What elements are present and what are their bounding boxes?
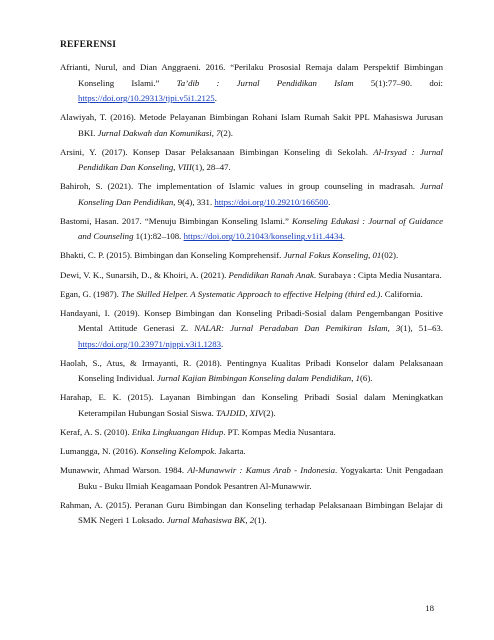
reference-italic-text: The Skilled Helper. A Systematic Approach to effective Helping (third ed.) <box>121 288 381 299</box>
reference-text: Egan, G. (1987). <box>60 288 122 299</box>
doi-link[interactable]: https://doi.org/10.29210/166500 <box>214 196 329 207</box>
reference-text: Munawwir, Ahmad Warson. 1984. <box>60 465 188 476</box>
reference-italic-text: 1 <box>355 373 360 384</box>
reference-italic-text: Al-Munawwir : Kamus Arab - Indonesia <box>187 465 335 476</box>
reference-entry <box>60 179 443 210</box>
reference-text: Bahiroh, S. (2021). The implementation of Islamic values in group counseling in madrasah. <box>60 181 421 192</box>
reference-text: . <box>328 196 331 207</box>
reference-text: , <box>245 515 250 526</box>
reference-italic-text: NALAR: Jurnal Peradaban Dan Pemikiran Islam <box>194 323 388 334</box>
reference-text: 1(1):82–108. <box>133 231 184 242</box>
reference-entry <box>60 390 443 421</box>
reference-entry <box>60 248 443 264</box>
references-heading: REFERENSI <box>60 40 117 50</box>
reference-entry <box>60 268 443 284</box>
doi-link[interactable]: https://doi.org/10.23971/njppi.v3i1.1283 <box>78 338 222 349</box>
doi-link[interactable]: https://doi.org/10.21043/konseling.v1i1.4434 <box>183 231 343 242</box>
reference-italic-text: Konseling Kelompok <box>140 446 215 457</box>
reference-text: (1), 51–63. <box>400 323 443 334</box>
reference-text: Bhakti, C. P. (2015). Bimbingan dan Konseling Komprehensif. <box>60 250 284 261</box>
reference-list <box>60 60 443 532</box>
reference-text: Arsini, Y. (2017). Konsep Dasar Pelaksanaan Bimbingan Konseling di Sekolah. <box>60 146 374 157</box>
reference-italic-text: Al-Irsyad : Jurnal Pendidikan Dan Konseling <box>78 146 443 173</box>
reference-text: . PT. Kompas Media Nusantara. <box>223 427 336 438</box>
reference-italic-text: Jurnal Konseling Dan Pendidikan <box>78 181 443 207</box>
reference-entry <box>60 498 443 529</box>
reference-entry <box>60 214 443 245</box>
reference-text: (1). <box>254 515 267 526</box>
reference-text: , <box>245 407 250 418</box>
reference-entry <box>60 425 443 441</box>
reference-entry <box>60 444 443 460</box>
reference-entry <box>60 306 443 353</box>
reference-text: Dewi, V. K., Sunarsih, D., & Khoiri, A. (2021). <box>60 269 229 280</box>
reference-italic-text: 2 <box>249 515 255 526</box>
reference-text: Lumangga, N. (2016). <box>60 446 141 457</box>
reference-italic-text: Etika Lingkuangan Hidup <box>131 427 224 438</box>
reference-text: . <box>342 231 345 242</box>
reference-text: . <box>221 338 224 349</box>
reference-italic-text: Pendidikan Ranah Anak <box>228 269 314 280</box>
reference-text: Afrianti, Nurul, and Dian Anggraeni. 2016. “Perilaku Prososial Remaja dalam Perspektif Bimbingan Konseling Islami.” <box>60 62 443 88</box>
reference-italic-text: TAJDID <box>216 407 246 418</box>
reference-text: , <box>173 162 178 173</box>
reference-text: (6). <box>360 373 373 384</box>
reference-text: , 9(4), 331. <box>173 196 215 207</box>
reference-entry <box>60 463 443 494</box>
reference-italic-text: Jurnal Fokus Konseling <box>283 250 369 261</box>
reference-entry <box>60 287 443 303</box>
reference-text: (2). <box>263 407 276 418</box>
reference-text: Handayani, I. (2019). Konsep Bimbingan dan Konseling Pribadi-Sosial dalam Pengembangan Positive Mental Attitude Generasi Z. <box>60 307 443 334</box>
reference-text: Alawiyah, T. (2016). Metode Pelayanan Bimbingan Rohani Islam Rumah Sakit PPL Mahasiswa Jurusan BKI. <box>60 112 443 138</box>
reference-entry <box>60 60 443 107</box>
reference-italic-text: XIV <box>249 407 264 418</box>
reference-text: , <box>387 323 396 334</box>
reference-text: Bastomi, Hasan. 2017. “Menuju Bimbingan Konseling Islami.” <box>60 215 293 226</box>
reference-entry <box>60 145 443 176</box>
reference-text: . Yogyakarta: Unit Pengadaan Buku - Buku Ilmiah Keagamaan Pondok Pesantren Al-Munawwir. <box>78 465 443 491</box>
reference-text: Haolah, S., Atus, & Irmayanti, R. (2018). Pentingnya Kualitas Pribadi Konselor dalam Pelaksanaan Konseling Individual. <box>60 357 443 384</box>
reference-italic-text: Konseling Edukasi : Journal of Guidance and Counseling <box>78 215 444 242</box>
reference-text: , <box>211 127 217 138</box>
reference-italic-text: Ta’dib : Jurnal Pendidikan Islam <box>176 77 354 88</box>
reference-italic-text: Jurnal Mahasiswa BK <box>166 515 246 526</box>
reference-text: . <box>214 93 217 103</box>
reference-italic-text: VIII <box>177 162 192 173</box>
reference-italic-text: Jurnal Kajian Bimbingan Konseling dalam Pendidikan <box>156 373 352 384</box>
reference-entry <box>60 110 443 141</box>
reference-italic-text: 01 <box>372 250 382 261</box>
reference-text: Keraf, A. S. (2010). <box>60 427 132 438</box>
reference-text: . Surabaya : Cipta Media Nusantara. <box>313 269 442 280</box>
page-number: 18 <box>425 603 434 613</box>
reference-entry <box>60 356 443 387</box>
reference-text: , <box>368 250 373 261</box>
reference-text: (02). <box>381 250 399 261</box>
doi-link[interactable]: https://doi.org/10.29313/tjpi.v5i1.2125 <box>78 93 215 103</box>
reference-italic-text: 3 <box>395 323 401 334</box>
reference-text: (2). <box>220 127 233 138</box>
reference-text: Harahap, E. K. (2015). Layanan Bimbingan dan Konseling Pribadi Sosial dalam Meningkatkan Keterampilan Hubungan Sosial Siswa. <box>60 392 443 418</box>
reference-text: (1), 28–47. <box>191 162 231 173</box>
reference-text: Rahman, A. (2015). Peranan Guru Bimbingan dan Konseling terhadap Pelaksanaan Bimbingan Belajar di SMK Negeri 1 Loksado. <box>60 499 443 526</box>
reference-text: . California. <box>380 288 423 299</box>
reference-text: 5(1):77–90. doi: <box>353 77 443 88</box>
reference-text: . Jakarta. <box>214 446 246 457</box>
reference-italic-text: 7 <box>216 127 221 138</box>
reference-italic-text: Jurnal Dakwah dan Komunikasi <box>97 127 212 138</box>
reference-text: , <box>351 373 356 384</box>
